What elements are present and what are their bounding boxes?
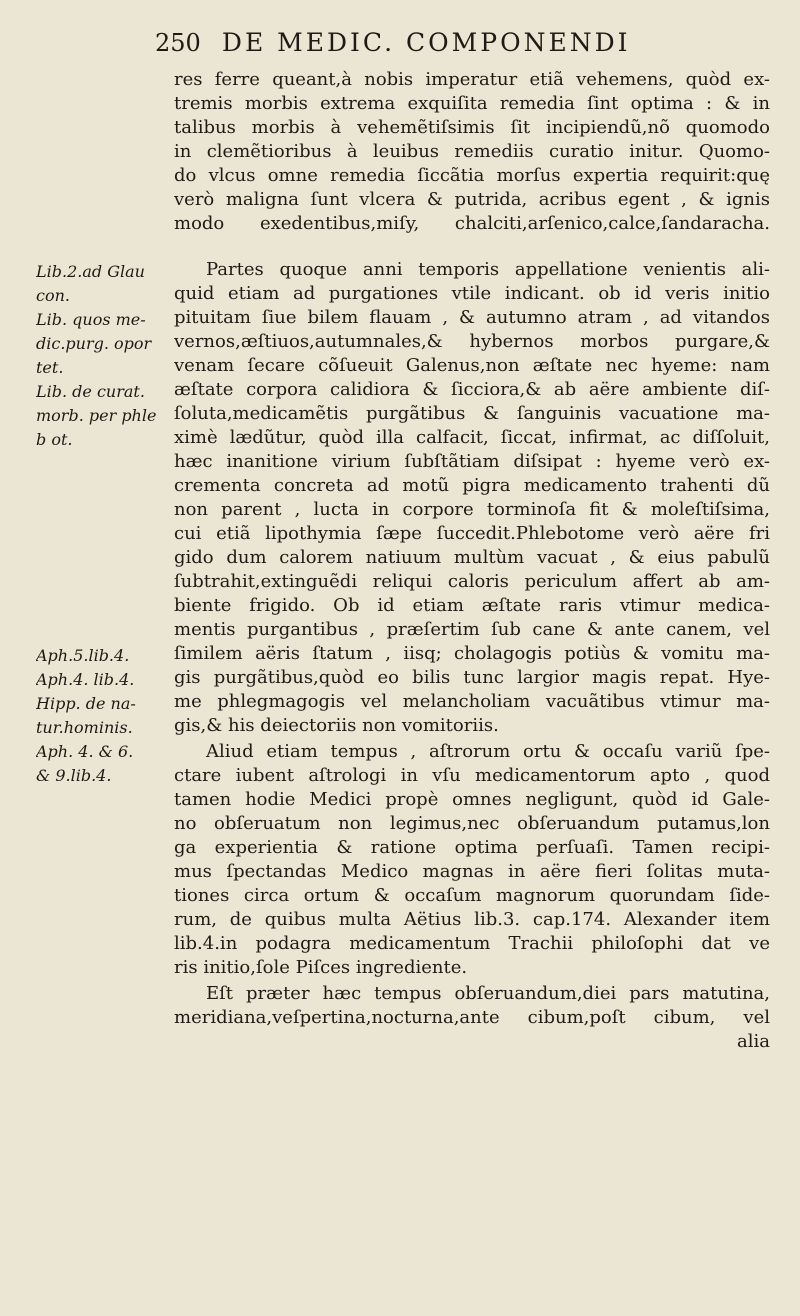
text-line: in clemẽtioribus à leuibus remediis curatio initur. Quomo- xyxy=(174,141,770,162)
text-line: cui etiã lipothymia ſæpe ſuccedit.Phlebotome verò aëre fri xyxy=(174,523,770,544)
margin-note: dic.purg. opor xyxy=(36,334,152,353)
margin-note: con. xyxy=(36,286,70,305)
text-line: tiones circa ortum & occaſum magnorum quorundam ſide- xyxy=(174,885,770,906)
margin-note: Aph.5.lib.4. xyxy=(36,646,130,665)
margin-note: morb. per phle xyxy=(36,406,157,425)
margin-note: b ot. xyxy=(36,430,73,449)
margin-note: Lib. de curat. xyxy=(36,382,145,401)
text-line: gis purgãtibus,quòd eo bilis tunc largior magis repat. Hye- xyxy=(174,667,770,688)
margin-note: Hipp. de na- xyxy=(36,694,136,713)
text-line: verò maligna ſunt vlcera & putrida, acribus egent , & ignis xyxy=(174,189,770,210)
margin-note: Lib.2.ad Glau xyxy=(36,262,145,281)
paragraph-first-line: Aliud etiam tempus , aſtrorum ortu & occaſu variũ ſpe- xyxy=(206,741,770,762)
text-line: mus ſpectandas Medico magnas in aëre fieri ſolitas muta- xyxy=(174,861,770,882)
text-line: res ferre queant,à nobis imperatur etiã vehemens, quòd ex- xyxy=(174,69,770,90)
text-line: mentis purgantibus , præſertim ſub cane & ante canem, vel xyxy=(174,619,770,640)
text-line: me phlegmagogis vel melancholiam vacuãtibus vtimur ma- xyxy=(174,691,770,712)
text-line: quid etiam ad purgationes vtile indicant. ob id veris initio xyxy=(174,283,770,304)
text-line: modo exedentibus,miſy, chalciti,arſenico,calce,ſandaracha. xyxy=(174,213,770,234)
text-line: crementa concreta ad motũ pigra medicamento trahenti dũ xyxy=(174,475,770,496)
text-line: æſtate corpora calidiora & ſicciora,& ab aëre ambiente diſ- xyxy=(174,379,770,400)
text-line: ſoluta,medicamẽtis purgãtibus & ſanguinis vacuatione ma- xyxy=(174,403,770,424)
text-line: tamen hodie Medici propè omnes negligunt, quòd id Gale- xyxy=(174,789,770,810)
margin-note: Lib. quos me- xyxy=(36,310,146,329)
text-line: rum, de quibus multa Aëtius lib.3. cap.174. Alexander item xyxy=(174,909,770,930)
text-line: ſimilem aëris ſtatum , iisq; cholagogis potiùs & vomitu ma- xyxy=(174,643,770,664)
text-line: gis,& his deiectoriis non vomitoriis. xyxy=(174,715,499,736)
text-line: do vlcus omne remedia ſiccãtia morſus expertia requirit:quę xyxy=(174,165,770,186)
margin-note: Aph. 4. & 6. xyxy=(36,742,134,761)
margin-note: Aph.4. lib.4. xyxy=(36,670,135,689)
text-line: ga experientia & ratione optima perſuaſi. Tamen recipi- xyxy=(174,837,770,858)
text-line: talibus morbis à vehemẽtiſsimis ſit incipiendũ,nõ quomodo xyxy=(174,117,770,138)
text-line: pituitam ſiue bilem flauam , & autumno atram , ad vitandos xyxy=(174,307,770,328)
paragraph-first-line: Partes quoque anni temporis appellatione venientis ali- xyxy=(206,259,770,280)
text-line: biente frigido. Ob id etiam æſtate raris vtimur medica- xyxy=(174,595,770,616)
text-line: venam ſecare cõſueuit Galenus,non æſtate nec hyeme: nam xyxy=(174,355,770,376)
paragraph-first-line: Eſt præter hæc tempus obſeruandum,diei pars matutina, xyxy=(206,983,770,1004)
text-line: no obſeruatum non legimus,nec obſeruandum putamus,lon xyxy=(174,813,770,834)
margin-note: tur.hominis. xyxy=(36,718,133,737)
text-line: gido dum calorem natiuum multùm vacuat , & eius pabulũ xyxy=(174,547,770,568)
margin-note: tet. xyxy=(36,358,64,377)
page-number: 250 xyxy=(155,28,201,57)
catchword: alia xyxy=(737,1031,770,1052)
text-line: hæc inanitione virium ſubſtãtiam diſsipat : hyeme verò ex- xyxy=(174,451,770,472)
text-line: non parent , lucta in corpore torminoſa fit & moleſtiſsima, xyxy=(174,499,770,520)
running-title: DE MEDIC. COMPONENDI xyxy=(221,28,631,57)
text-line: ris initio,ſole Piſces ingrediente. xyxy=(174,957,468,978)
text-line: ſubtrahit,extinguẽdi reliqui caloris periculum affert ab am- xyxy=(174,571,770,592)
running-head xyxy=(155,28,775,68)
text-line: ctare iubent aſtrologi in vſu medicamentorum apto , quod xyxy=(174,765,770,786)
text-line: vernos,æſtiuos,autumnales,& hybernos morbos purgare,& xyxy=(174,331,770,352)
margin-note: & 9.lib.4. xyxy=(36,766,112,785)
text-line: ximè lædũtur, quòd illa calfacit, ſiccat, infirmat, ac diſſoluit, xyxy=(174,427,770,448)
text-line: meridiana,veſpertina,nocturna,ante cibum,poſt cibum, vel xyxy=(174,1007,770,1028)
text-line: lib.4.in podagra medicamentum Trachii philoſophi dat ve xyxy=(174,933,770,954)
text-line: tremis morbis extrema exquiſita remedia ſint optima : & in xyxy=(174,93,770,114)
